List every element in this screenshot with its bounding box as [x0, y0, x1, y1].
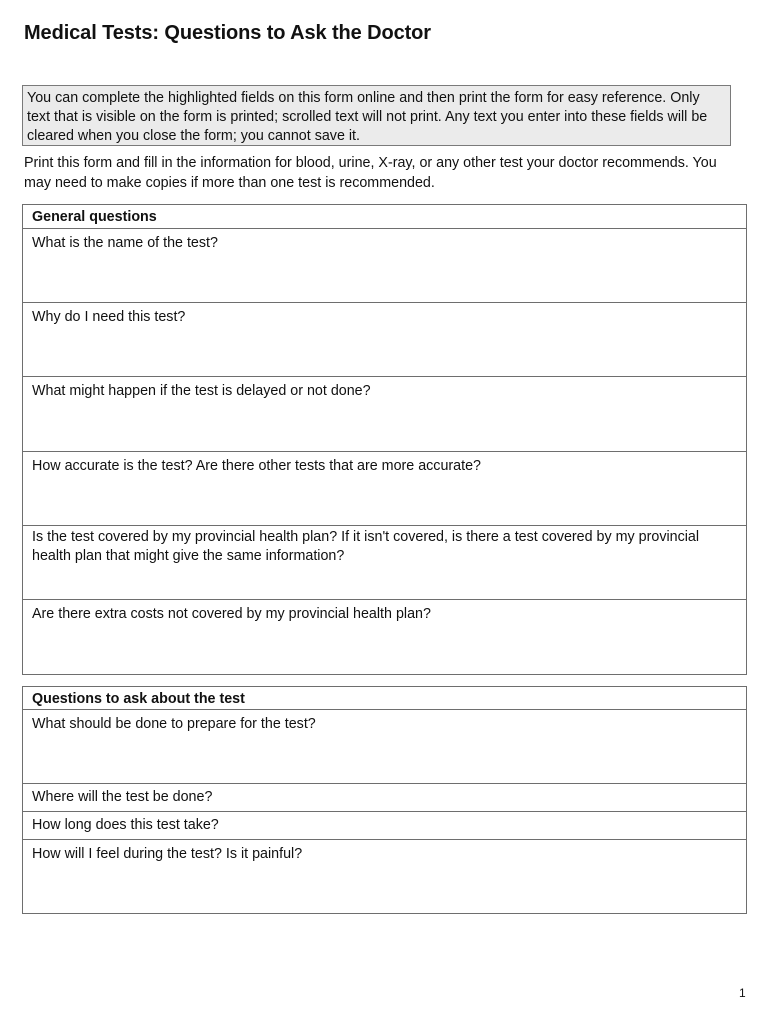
coverage-field[interactable] — [32, 571, 737, 591]
question-label: Are there extra costs not covered by my provincial health plan? — [32, 606, 431, 622]
question-cell — [23, 710, 747, 784]
question-label: Why do I need this test? — [32, 309, 186, 325]
question-label: Is the test covered by my provincial health plan? If it isn't covered, is there a test covered by my provincial health plan that might give the same information? — [32, 529, 700, 564]
question-cell — [23, 377, 747, 452]
test-questions-heading: Questions to ask about the test — [23, 687, 747, 710]
question-label: What might happen if the test is delayed or not done? — [32, 383, 371, 399]
question-cell — [23, 812, 747, 840]
intro-text: Print this form and fill in the information for blood, urine, X-ray, or any other test your doctor recommends. You may need to make copies if more than one test is recommended. — [24, 155, 717, 191]
question-cell — [23, 452, 747, 526]
preparation-field[interactable] — [32, 740, 737, 760]
page-number: 1 — [739, 986, 746, 1000]
question-cell — [23, 526, 747, 600]
page-title: Medical Tests: Questions to Ask the Doctor — [24, 22, 431, 44]
question-label: How accurate is the test? Are there other tests that are more accurate? — [32, 458, 481, 474]
question-cell — [23, 840, 747, 914]
question-label: Where will the test be done? — [32, 789, 213, 805]
test-questions-table — [22, 686, 747, 914]
question-label: How will I feel during the test? Is it painful? — [32, 846, 303, 862]
question-label: What is the name of the test? — [32, 235, 218, 251]
test-accuracy-field[interactable] — [32, 482, 737, 502]
question-cell — [23, 784, 747, 812]
question-cell — [23, 229, 747, 303]
question-cell — [23, 600, 747, 675]
instructions-notice: You can complete the highlighted fields on this form online and then print the form for easy reference. Only text that is visible on the form is printed; scrolled text will not print. Any text you enter into these fields will be cleared when you close the form; you cannot save it. — [22, 85, 731, 146]
feeling-during-test-field[interactable] — [32, 870, 737, 890]
test-reason-field[interactable] — [32, 333, 737, 353]
general-questions-heading: General questions — [23, 205, 747, 229]
question-label: What should be done to prepare for the test? — [32, 716, 316, 732]
question-cell — [23, 303, 747, 377]
general-questions-table — [22, 204, 747, 675]
question-label: How long does this test take? — [32, 817, 219, 833]
delay-consequence-field[interactable] — [32, 407, 737, 427]
extra-costs-field[interactable] — [32, 630, 737, 650]
test-name-field[interactable] — [32, 259, 737, 279]
